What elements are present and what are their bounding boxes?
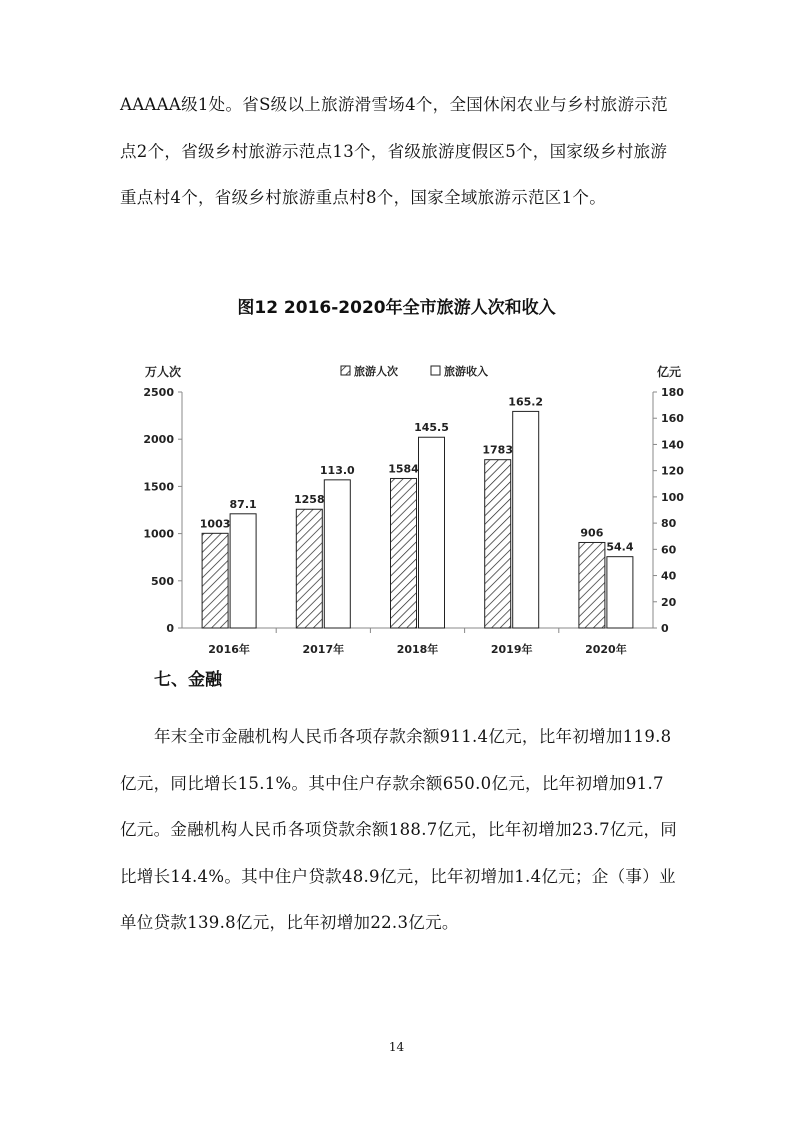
left-tick-label: 1000 xyxy=(143,527,174,541)
left-tick-label: 2000 xyxy=(143,433,174,447)
data-label-revenue: 145.5 xyxy=(414,421,449,435)
legend-swatch xyxy=(341,366,350,375)
data-label-visitors: 1258 xyxy=(293,493,325,507)
left-tick-label: 0 xyxy=(166,622,174,635)
data-label-revenue: 87.1 xyxy=(229,497,257,511)
left-tick-label: 2500 xyxy=(143,386,174,399)
left-axis-title: 万人次 xyxy=(145,365,182,379)
intro-paragraph: AAAAA级1处。省S级以上旅游滑雪场4个，全国休闲农业与乡村旅游示范点2个，省级乡村旅游示范点13个，省级旅游度假区5个，国家级乡村旅游重点村4个，省级乡村旅游重点村8个，国家全域旅游示范区1个。 xyxy=(120,95,668,207)
right-tick-label: 80 xyxy=(661,517,677,531)
figure-title: 图12 2016-2020年全市旅游人次和收入 xyxy=(237,298,556,318)
bar-visitors xyxy=(202,533,228,628)
data-label-visitors: 1003 xyxy=(199,517,231,531)
category-label: 2019年 xyxy=(490,643,533,656)
finance-paragraph: 年末全市金融机构人民币各项存款余额911.4亿元，比年初增加119.8亿元，同比增长15.1%。其中住户存款余额650.0亿元，比年初增加91.7亿元。金融机构人民币各项贷款余额188.7亿元，比年初增加23.7亿元，同比增长14.4%。其中住户贷款48.9亿元，比年初增加1.4亿元；企（事）业单位贷款139.8亿元，比年初增加22.3亿元。 xyxy=(120,727,678,932)
section-heading-finance: 七、金融 xyxy=(154,670,222,690)
category-label: 2017年 xyxy=(302,643,345,656)
bar-revenue xyxy=(324,480,350,628)
right-tick-label: 20 xyxy=(661,595,677,609)
page-number: 14 xyxy=(388,1040,405,1054)
bar-visitors xyxy=(579,542,605,628)
category-label: 2020年 xyxy=(585,643,627,656)
bar-revenue xyxy=(513,411,539,628)
legend-label: 旅游人次 xyxy=(354,365,398,378)
left-tick-label: 1500 xyxy=(143,480,174,494)
data-label-visitors: 1584 xyxy=(388,462,419,476)
category-label: 2016年 xyxy=(208,643,250,656)
legend-swatch xyxy=(431,366,440,375)
data-label-revenue: 54.4 xyxy=(606,540,634,554)
bar-visitors xyxy=(296,509,322,628)
right-tick-label: 60 xyxy=(661,543,677,557)
bar-revenue xyxy=(419,437,445,628)
right-tick-label: 180 xyxy=(661,386,684,399)
right-tick-label: 0 xyxy=(661,622,669,635)
right-tick-label: 160 xyxy=(661,412,684,426)
bar-visitors xyxy=(391,478,417,628)
data-label-revenue: 165.2 xyxy=(508,395,544,409)
data-label-visitors: 906 xyxy=(580,526,604,540)
right-tick-label: 100 xyxy=(661,490,684,504)
bar-revenue xyxy=(230,514,256,628)
left-tick-label: 500 xyxy=(151,574,174,588)
category-label: 2018年 xyxy=(396,643,439,656)
bar-visitors xyxy=(485,460,511,628)
right-tick-label: 120 xyxy=(661,464,684,478)
legend-label: 旅游收入 xyxy=(444,365,488,378)
tourism-chart xyxy=(133,358,693,658)
right-tick-label: 140 xyxy=(661,438,684,452)
data-label-revenue: 113.0 xyxy=(319,463,355,477)
bar-revenue xyxy=(607,557,633,628)
right-axis-title: 亿元 xyxy=(657,365,682,379)
data-label-visitors: 1783 xyxy=(482,443,514,457)
right-tick-label: 40 xyxy=(661,569,677,583)
